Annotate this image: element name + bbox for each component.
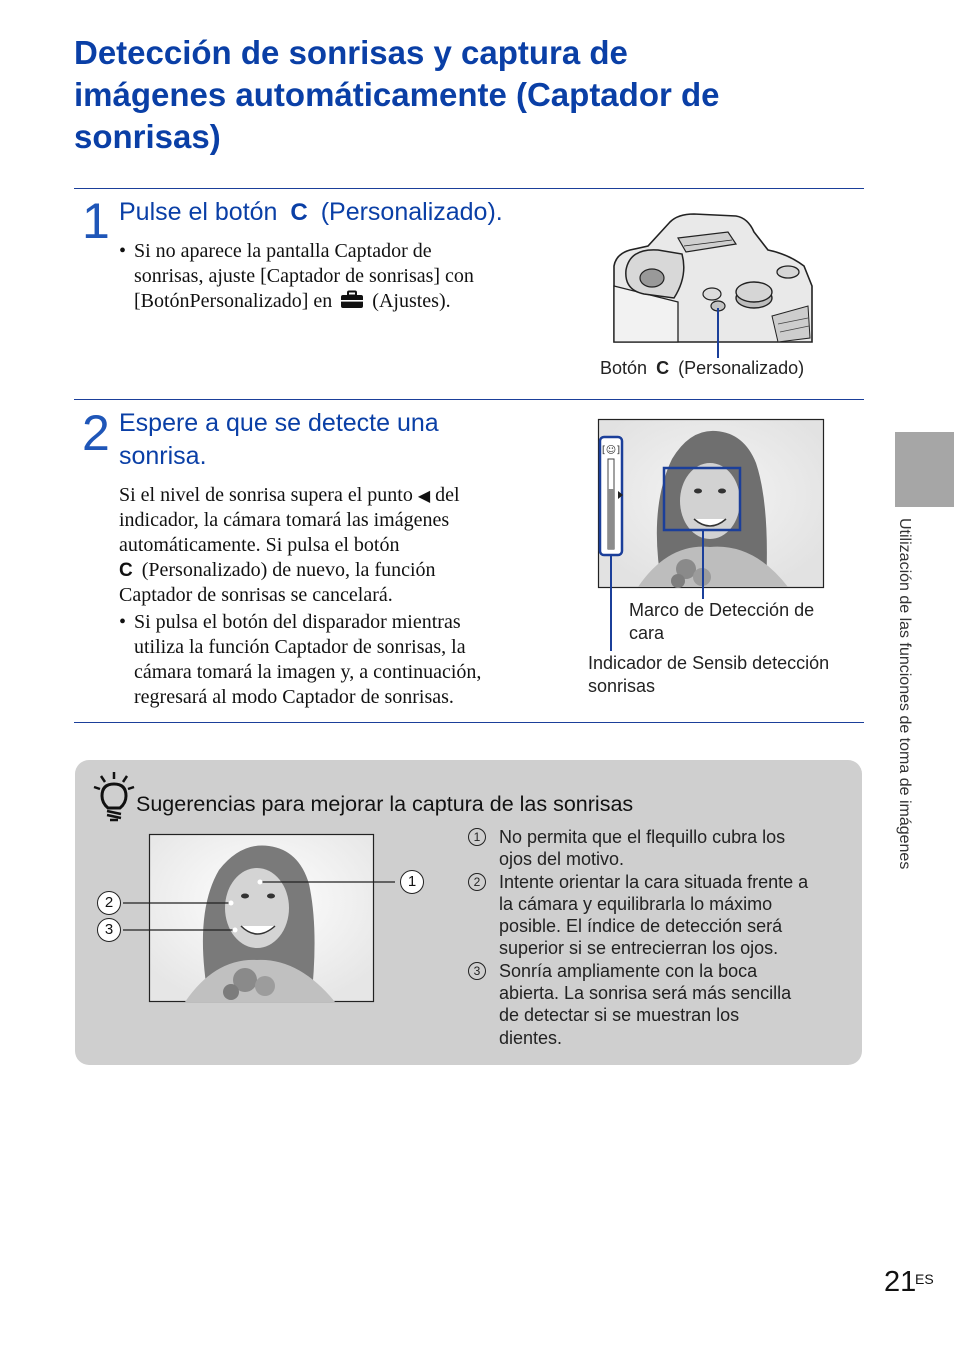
- caption-line: cara: [629, 623, 665, 643]
- bullet-line: [134, 289, 559, 314]
- tip-line: abierta. La sonrisa será más sencilla: [499, 983, 792, 1004]
- c-custom-button-icon: C: [119, 560, 133, 581]
- list-item: [119, 239, 559, 314]
- step-number: 1: [82, 193, 110, 249]
- list-item: [119, 610, 559, 710]
- callout-1: 1: [400, 870, 424, 894]
- tips-list: [468, 826, 848, 1049]
- section-divider: [74, 399, 864, 400]
- lightbulb-tip-icon: [92, 770, 136, 822]
- list-item: [468, 871, 848, 960]
- tip-line: ojos del motivo.: [499, 849, 625, 870]
- paragraph-text: del: [435, 484, 460, 506]
- sidebar-text: Utilización de las funciones de toma de imágenes: [896, 518, 913, 870]
- bullet-line: regresará al modo Captador de sonrisas.: [134, 686, 454, 708]
- step1-body: [119, 239, 559, 314]
- caption-text: Botón: [600, 358, 648, 378]
- paragraph-text: Si el nivel de sonrisa supera el punto: [119, 484, 413, 506]
- camera-illustration: [608, 206, 814, 366]
- smile-indicator-icon: [☺]: [601, 445, 621, 456]
- callout-3: 3: [97, 918, 121, 942]
- list-item: [468, 826, 848, 871]
- page-title-line: imágenes automáticamente (Captador de: [74, 76, 720, 113]
- section-tab: [895, 432, 954, 507]
- tip-line: la cámara y equilibrarla lo máximo: [499, 893, 773, 914]
- face-frame-caption: [629, 599, 859, 645]
- tip-line: Intente orientar la cara situada frente a: [499, 871, 809, 892]
- tip-line: No permita que el flequillo cubra los: [499, 827, 786, 847]
- tip-number: 1: [468, 828, 486, 846]
- tips-heading: Sugerencias para mejorar la captura de las sonrisas: [136, 792, 634, 816]
- bullet-line: • Si pulsa el botón del disparador mientras: [134, 611, 461, 633]
- caption-line: sonrisas: [588, 676, 656, 696]
- bullet-text: [BotónPersonalizado] en: [134, 290, 333, 312]
- marker-triangle-icon: ◀: [417, 486, 431, 505]
- page-title-line: sonrisas): [74, 118, 221, 155]
- tip-number: 3: [468, 962, 486, 980]
- tip-line: Sonría ampliamente con la boca: [499, 960, 758, 981]
- section-divider: [74, 722, 864, 723]
- step2-heading-line: sonrisa.: [119, 442, 207, 470]
- caption-line: Marco de Detección de: [629, 600, 815, 620]
- paragraph-text: (Personalizado) de nuevo, la función: [141, 559, 436, 581]
- step1-heading-text: Pulse el botón: [119, 198, 278, 226]
- step-number: 2: [82, 405, 110, 461]
- bullet-text: (Ajustes).: [372, 290, 451, 312]
- step2-body: [119, 483, 559, 710]
- page-title: [74, 32, 834, 158]
- camera-caption: [600, 357, 804, 380]
- paragraph-line: automáticamente. Si pulsa el botón: [119, 534, 400, 556]
- indicator-caption: [588, 652, 868, 698]
- list-item: [468, 960, 848, 1049]
- tip-number: 2: [468, 873, 486, 891]
- caption-text: (Personalizado): [678, 358, 805, 378]
- section-sidebar-label: [894, 518, 914, 988]
- paragraph-line: Captador de sonrisas se cancelará.: [119, 584, 393, 606]
- step2-heading-line: Espere a que se detecte una: [119, 409, 439, 437]
- bullet-line: • Si no aparece la pantalla Captador de: [134, 240, 432, 262]
- tip-line: dientes.: [499, 1027, 563, 1048]
- page-number: 21: [884, 1266, 917, 1298]
- step1-heading-text: (Personalizado).: [320, 198, 503, 226]
- step1-heading: [119, 196, 503, 229]
- c-custom-button-icon: C: [656, 358, 670, 378]
- step2-heading: [119, 407, 549, 473]
- bullet-line: utiliza la función Captador de sonrisas, la: [134, 636, 466, 658]
- c-custom-button-icon: C: [290, 199, 308, 226]
- tip-line: superior si se entrecierran los ojos.: [499, 938, 779, 959]
- paragraph-line: [119, 558, 559, 583]
- bullet-line: cámara tomará la imagen y, a continuación,: [134, 661, 482, 683]
- section-divider: [74, 188, 864, 189]
- tip-line: de detectar si se muestran los: [499, 1005, 740, 1026]
- paragraph-line: [119, 483, 559, 508]
- bullet-line: sonrisas, ajuste [Captador de sonrisas] con: [134, 265, 474, 287]
- tips-photo: [149, 834, 375, 1004]
- caption-line: Indicador de Sensib detección: [588, 653, 830, 673]
- page-language: ES: [915, 1271, 934, 1287]
- callout-2: 2: [97, 891, 121, 915]
- tip-line: posible. El índice de detección será: [499, 916, 783, 937]
- page-title-line: Detección de sonrisas y captura de: [74, 34, 628, 71]
- toolbox-settings-icon: [340, 291, 364, 309]
- paragraph-line: indicador, la cámara tomará las imágenes: [119, 509, 450, 531]
